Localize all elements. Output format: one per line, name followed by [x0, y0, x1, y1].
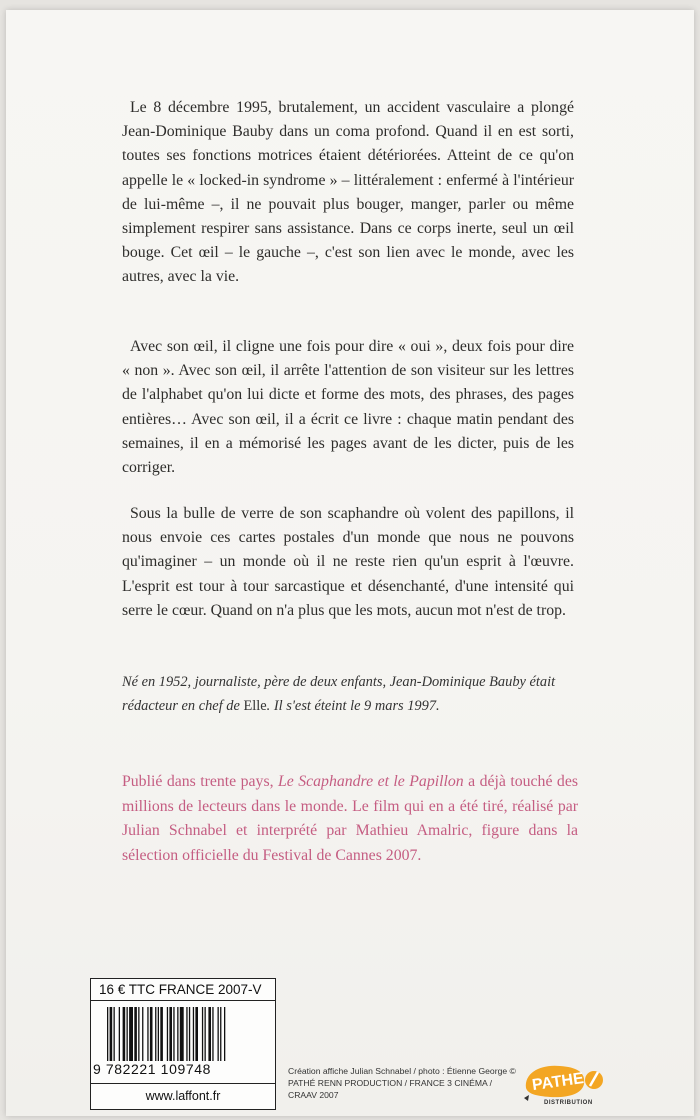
- price-label: 16 € TTC FRANCE 2007-V: [91, 979, 275, 1001]
- bio-text-end: . Il s'est éteint le 9 mars 1997.: [266, 698, 440, 714]
- logo-subtitle: DISTRIBUTION: [544, 1100, 593, 1106]
- bio-magazine: Elle: [243, 698, 267, 714]
- synopsis-paragraph-1: Le 8 décembre 1995, brutalement, un accident vasculaire a plongé Jean-Dominique Bauby dans un coma profond. Quand il en est sorti, toutes ses fonctions motrices étaient détériorées. Atteint de ce qu'on appelle le « locked-in syndrome » – littéralement : enfermé à l'intérieur de lui-même –, il ne pouvait plus bouger, manger, parler ou même simplement respirer sans assistance. Dans ce corps inerte, seul un œil bouge. Cet œil – le gauche –, c'est son lien avec le monde, avec les autres, avec la vie.: [122, 99, 574, 286]
- promo-text-start: Publié dans trente pays,: [122, 773, 278, 790]
- synopsis-paragraph-3: Sous la bulle de verre de son scaphandre où volent des papillons, il nous envoie ces cartes postales d'un monde que nous ne pouvons qu'imaginer – un monde où il ne reste rien qu'un esprit à l'œuvre. L'esprit est tour à tour sarcastique et désenchanté, d'une intensité qui serre le cœur. Quand on n'a plus que les mots, aucun mot n'est de trop.: [122, 505, 574, 619]
- barcode-image: [107, 1007, 269, 1061]
- bio-text-start: Né en 1952, journaliste, père de deux enfants, Jean-Dominique Bauby était rédacteur en chef de: [122, 674, 556, 714]
- photo-credits: Création affiche Julian Schnabel / photo : Étienne George © PATHÉ RENN PRODUCTION / FRANCE 3 CINÉMA / CRAAV 2007: [288, 1066, 516, 1100]
- isbn-number: 9 782221 109748: [93, 1061, 211, 1077]
- promo-paragraph: [122, 770, 578, 868]
- promo-text-end: a déjà touché des millions de lecteurs dans le monde. Le film qui en a été tiré, réalisé par Julian Schnabel et interprété par Mathieu Amalric, figure dans la sélection officielle du Festival de Cannes 2007.: [122, 773, 578, 864]
- publisher-url: www.laffont.fr: [91, 1083, 275, 1108]
- author-bio: [122, 670, 574, 718]
- back-cover: [6, 10, 694, 1116]
- synopsis-paragraph-2: Avec son œil, il cligne une fois pour dire « oui », deux fois pour dire « non ». Avec son œil, il arrête l'attention de son visiteur sur les lettres de l'alphabet qu'on lui dicte et forme des mots, des phrases, des pages entières… Avec son œil, il a écrit ce livre : chaque matin pendant des semaines, il en a mémorisé les pages avant de les dicter, puis de les corriger.: [122, 338, 574, 477]
- promo-book-title: Le Scaphandre et le Papillon: [278, 773, 464, 790]
- barcode-box: [90, 978, 276, 1110]
- logo-text: PATHE: [531, 1070, 585, 1095]
